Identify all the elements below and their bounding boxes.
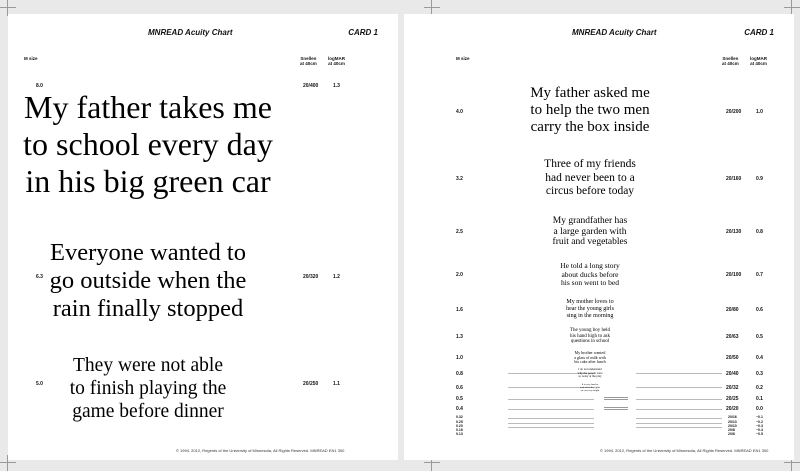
m-size-value: 0.4: [456, 406, 463, 412]
reading-sentence: He told a long story about ducks before his son went to bed: [560, 261, 620, 287]
reading-sentence: They were not able to finish playing the game before dinner: [69, 355, 227, 422]
m-size-value: 4.0: [456, 109, 463, 115]
logmar-value: −0.2: [756, 420, 763, 424]
logmar-value: 1.0: [756, 109, 763, 115]
guide-line: [508, 409, 594, 410]
logmar-value: 1.3: [333, 83, 340, 89]
logmar-value: 0.9: [756, 176, 763, 182]
logmar-value: 0.2: [756, 385, 763, 391]
m-size-value: 0.13: [456, 432, 463, 436]
snellen-value: 20/8: [728, 428, 735, 432]
logmar-value: −0.3: [756, 424, 763, 428]
snellen-header: Snellen at 40cm: [300, 56, 317, 66]
snellen-value: 20/200: [726, 109, 742, 115]
guide-line: [636, 423, 722, 424]
card-label: CARD 1: [348, 28, 378, 37]
tiny-print-line: [604, 409, 628, 410]
m-size-value: 0.25: [456, 420, 463, 424]
logmar-value: 1.1: [333, 381, 340, 387]
snellen-value: 20/6: [728, 432, 735, 436]
m-size-value: 0.32: [456, 415, 463, 419]
m-size-value: 0.20: [456, 424, 463, 428]
logmar-header: logMAR at 40cm: [328, 56, 345, 66]
m-size-value: 8.0: [36, 83, 43, 89]
reading-sentence: The young boy held his hand high to ask questions in school: [569, 328, 611, 344]
m-size-value: 0.6: [456, 385, 463, 391]
snellen-value: 20/400: [303, 83, 319, 89]
logmar-header: logMAR at 40cm: [750, 56, 767, 66]
logmar-value: −0.4: [756, 428, 763, 432]
m-size-value: 0.8: [456, 371, 463, 377]
logmar-value: −0.5: [756, 432, 763, 436]
reading-sentence: My mother loves to hear the young girls sing in the morning: [566, 299, 614, 319]
tiny-print-line: [604, 399, 628, 400]
card-label: CARD 1: [744, 28, 774, 37]
reading-sentence: My grandfather has a large garden with fruit and vegetables: [552, 216, 628, 247]
m-size-header: M size: [24, 56, 38, 61]
logmar-value: 0.5: [756, 334, 763, 340]
guide-line: [508, 427, 594, 428]
guide-line: [508, 418, 594, 419]
m-size-value: 3.2: [456, 176, 463, 182]
logmar-value: 0.1: [756, 396, 763, 402]
snellen-value: 20/25: [726, 396, 739, 402]
m-size-header: M size: [456, 56, 470, 61]
m-size-value: 2.5: [456, 229, 463, 235]
logmar-value: 0.3: [756, 371, 763, 377]
guide-line: [636, 399, 722, 400]
reading-sentence: I do not understand why the people were so noisy at the play: [577, 367, 603, 378]
logmar-value: −0.1: [756, 415, 763, 419]
tiny-print-line: [604, 397, 628, 398]
guide-line: [636, 427, 722, 428]
m-size-value: 1.3: [456, 334, 463, 340]
logmar-value: 1.2: [333, 274, 340, 280]
snellen-value: 20/10: [728, 424, 737, 428]
chart-page-right: [404, 14, 794, 460]
snellen-value: 20/32: [726, 385, 739, 391]
m-size-value: 0.5: [456, 396, 463, 402]
m-size-value: 2.0: [456, 272, 463, 278]
logmar-value: 0.0: [756, 406, 763, 412]
logmar-value: 0.8: [756, 229, 763, 235]
chart-title: MNREAD Acuity Chart: [572, 28, 657, 37]
m-size-value: 5.0: [36, 381, 43, 387]
snellen-value: 20/63: [726, 334, 739, 340]
snellen-value: 20/130: [726, 229, 742, 235]
reading-sentence: Three of my friends had never been to a circus before today: [544, 158, 636, 197]
guide-line: [508, 423, 594, 424]
snellen-value: 20/13: [728, 420, 737, 424]
tiny-print-line: [604, 407, 628, 408]
snellen-value: 20/16: [728, 415, 737, 419]
m-size-value: 1.0: [456, 355, 463, 361]
reading-sentence: My father takes me to school every day in his big green car: [23, 89, 273, 199]
m-size-value: 1.6: [456, 307, 463, 313]
logmar-value: 0.6: [756, 307, 763, 313]
guide-line: [636, 409, 722, 410]
m-size-value: 6.3: [36, 274, 43, 280]
snellen-value: 20/50: [726, 355, 739, 361]
m-size-value: 0.16: [456, 428, 463, 432]
copyright-footer: © 1994, 2012, Regents of the University of Minnesota, All Rights Reserved. MNREAD EN1 300: [600, 448, 769, 453]
reading-sentence: It is very hard to read when the lights are not very bright: [579, 383, 601, 392]
copyright-footer: © 1994, 2012, Regents of the University of Minnesota, All Rights Reserved. MNREAD EN1 300: [176, 448, 345, 453]
snellen-value: 20/160: [726, 176, 742, 182]
reading-sentence: My father asked me to help the two men carry the box inside: [530, 85, 650, 135]
snellen-value: 20/80: [726, 307, 739, 313]
logmar-value: 0.4: [756, 355, 763, 361]
snellen-value: 20/250: [303, 381, 319, 387]
guide-line: [636, 418, 722, 419]
logmar-value: 0.7: [756, 272, 763, 278]
snellen-value: 20/40: [726, 371, 739, 377]
snellen-header: Snellen at 40cm: [722, 56, 739, 66]
reading-sentence: My brother wanted a glass of milk with his cake after lunch: [574, 350, 606, 364]
reading-sentence: Everyone wanted to go outside when the rain finally stopped: [49, 239, 247, 322]
chart-page-left: [8, 14, 398, 460]
guide-line: [508, 399, 594, 400]
snellen-value: 20/320: [303, 274, 319, 280]
snellen-value: 20/100: [726, 272, 742, 278]
chart-title: MNREAD Acuity Chart: [148, 28, 233, 37]
snellen-value: 20/20: [726, 406, 739, 412]
